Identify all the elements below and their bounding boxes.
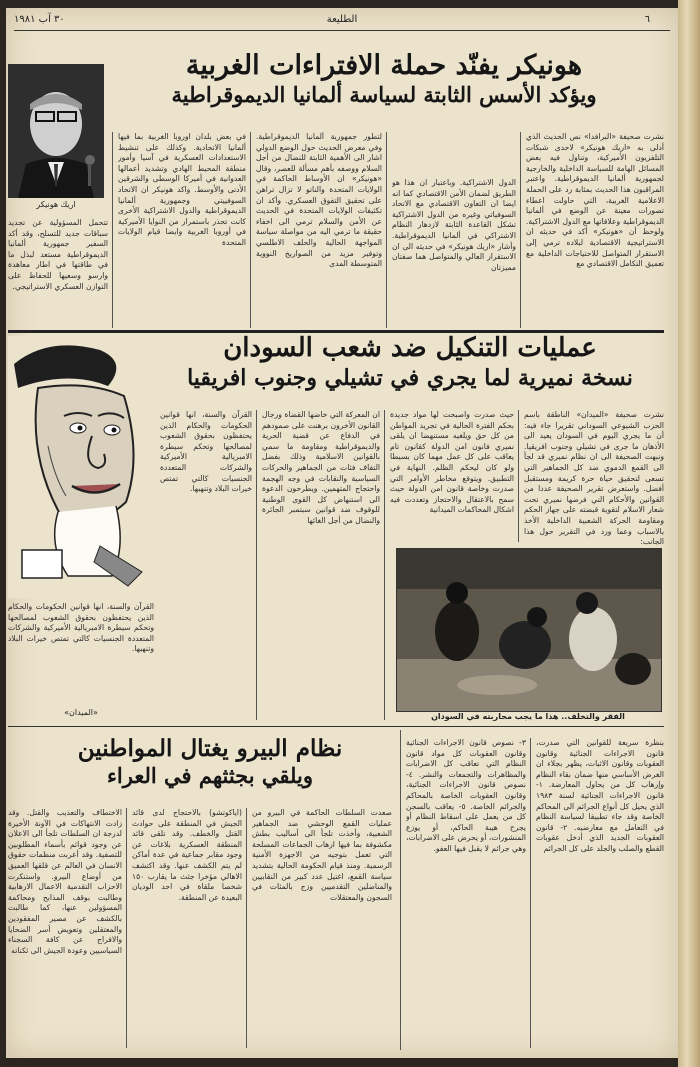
portrait-caption: اريك هونيكر <box>36 200 76 209</box>
running-header <box>14 12 670 31</box>
publication-name: الطليعة <box>326 14 358 25</box>
page-spine <box>678 0 700 1067</box>
article1-headline-sub: ويؤكد الأسس الثابتة لسياسة ألمانيا الديموقراطية <box>171 82 597 108</box>
photo-caption: الفقر والتخلف.. هذا ما يجب محاربته في السودان <box>431 712 625 721</box>
nimeiri-caricature <box>8 336 156 598</box>
section-divider <box>8 726 664 727</box>
article2-signature: «الميدان» <box>64 708 98 717</box>
article1-column-3: لتطور جمهورية ألمانيا الديموقراطية. وفي معرض الحديث حول الوضع الدولي اشار الى الأهمية الثابتة للنضال من أجل السلام ووصفه بأهم مسألة للعصر، وقال «هونيكر» ان الأوساط الحاكمة في الولايات المتحدة والناتو لا تزال تراهن على تحقيق التفوق العسكري. وأكد ان تكثيفات الولايات المتحدة في الحديث عن الأمن والسلام ترمي الى اخفاء حقيقة ما ترمي اليه من مواصلة سياسة المواجهة الحالية والحلف الاطلسي وتوفير مزيد من الصواريخ النووية المتوسطة المدى <box>256 132 382 269</box>
column-rule <box>400 730 401 1050</box>
page-number: ٦ <box>644 14 650 25</box>
sudan-poverty-photo <box>396 548 662 712</box>
article2-headline-main: عمليات التنكيل ضد شعب السودان <box>223 333 597 363</box>
article2-column-1: نشرت صحيفة «الميدان» الناطقة باسم الحزب الشيوعي السوداني تقريرا جاء فيه: أن ما يجري اليوم في السودان يعيد الى الأذهان ما جرى في تشيلي وجنوب افريقيا. ونبهت الصحيفة الى ان نظام نميري قد لجأ الى القمع الدموي ضد كل الجماهير التي تسعى لتحقيق حياة حرة كريمة ومستقبل أفضل. واستعرض تقرير الصحيفة عددا من القوانين والأحكام التي فرضها نميري تحت شعار الاسلام لتقوية قبضته على جهاز الحكم ومقاومة الحركة الشعبية الداخلية الأخذ بالاسباب وعما ورد في التقرير حول هذا الجانب: <box>524 410 664 546</box>
newspaper-page <box>6 8 678 1058</box>
column-rule <box>256 410 257 720</box>
article1-headline <box>110 50 658 107</box>
article3-column-2: (اياكوتشو) بالاحتجاج لدى قائد الجيش في المنطقة على حوادث القتل والخطف. وقد تلقى قائد المنطقة العسكرية بلاغات عن وجود مقابر جماعية في عدة أماكن لم يتم الكشف عنها. وقد اكتشف الاهالي مؤخرا جثث ما يقارب ١٥٠ شخصا ملقاة في احد الوديان البعيدة عن المنطقة. <box>132 808 242 902</box>
article2-column-5: القرآن والسنة، انها قوانين الحكومات والحكام الذين يحتفظون بحقوق الشعوب لمصالحها وتحكم سيطرة الامبريالية الأميركية والشركات المتعددة الجنسيات كالتي تمتص خيرات البلاد وتنهبها. <box>8 602 154 654</box>
article1-column-4: في بعض بلدان اوروبا الغربية بما فيها ألمانيا الاتحادية. وكذلك على تنشيط الاستعدادات العسكرية في آسيا وأمور منطقة المحيط الهادي وتشديد أعمالها العدوانية في أميركا الوسطى والشرقين الأدنى والأوسط. واكد هونيكر ان الاتحاد السوفييتي وجمهورية ألمانيا الديموقراطية والدول الاشتراكية الأخرى كانت تحذر باستمرار من النوايا الأميركية في أوروبا الغربية وايضا قيام الولايات المتحدة <box>118 132 246 247</box>
column-rule <box>518 410 519 542</box>
issue-date: ٣٠ آب ١٩٨١ <box>14 14 65 25</box>
article3-column-1: صعدت السلطات الحاكمة في البيرو من عمليات القمع الوحشي ضد الجماهير الشعبية، وأخذت تلجأ الى أساليب بطش مكشوفة بما فيها ارهاب الجماعات المسلحة التي تعمل بتوجيه من الاجهزة الأمنية الرسمية. ومنذ قيام الحكومة الحالية بتشديد سياسة القمع، اغتيل عدد كبير من النقابيين والمناضلين التقدميين وزج بالمئات في السجون والمعتقلات <box>252 808 392 902</box>
article1-headline-main: هونيكر يفنّد حملة الافتراءات الغربية <box>185 50 583 81</box>
article2-column-6: بنظرة سريعة للقوانين التي صدرت، قانون الاجراءات الجنائية وقانون العقوبات وقانون الاثبات، يظهر بجلاء ان الغرض الأساسي منها ضمان بقاء النظام وإرهاب كل من يحاول المعارضة. ١- قانون الاجراءات الجنائية لسنة ١٩٨٣ الذي يحيل كل أنواع الجرائم الى المحاكم الخاصة وقد جاء تطبيقا لسياسة النظام في التعامل مع معارضيه. ٢- قانون العقوبات الجديد الذي أدخل عقوبات القطع والصلب والجلد على كل الجرائم <box>536 738 664 853</box>
article2-column-3: ان المعركة التي خاضها القضاة ورجال القانون الأخرون برهنت على صمودهم في الدفاع عن قضية الحرية والديموقراطية ومقاومة ما سمي بالقوانين الاسلامية وذلك بفضل التفاف فئات من الجماهير والحركات السياسية والنقابات في وجه الهجمة واحتجاج المتهمين. ويطرحون الدعوة الى استنهاض كل القوى الوطنية للوقوف ضد قوانين سبتمبر الجائرة والنضال من أجل الغائها <box>262 410 380 525</box>
column-rule <box>520 132 521 328</box>
article2-column-2: حيث صدرت واصبحت لها مواد جديدة بحكم الفترة الحالية في تجريد المواطن من كل حق ويلغيه مستنهضا ان يلقى نميري فانون امن الدولة كقانون تام يعاقب على كل عمل مهما كان بسيطا ولو كان ليحكم الظلم. النهاية في التطبيق. ويتوقع مخاطر الأوامر التي صدرت وخاصة قانون امن الدولة حيث سمح بالاعتقال والاحتجاز وتعددت فيه اشكال المحاكمات الميدانية <box>390 410 514 515</box>
honecker-portrait <box>8 64 104 198</box>
article3-headline-main: نظام البيرو يغتال المواطنين <box>77 735 343 762</box>
column-rule <box>386 132 387 328</box>
article2-headline-sub: نسخة نميرية لما يجري في تشيلي وجنوب افريقيا <box>187 364 633 391</box>
column-rule <box>112 132 113 328</box>
article2-headline <box>162 334 658 391</box>
column-rule <box>126 808 127 1048</box>
article1-column-2: الدول الاشتراكية. وباعتبار ان هذا هو الطريق لضمان الأمن الاقتصادي كما انه ايضا ان التعاون الاقتصادي مع الاتحاد السوفياتي وغيره من الدول الاشتراكية تشكل القاعدة الثابتة لازدهار النظام الاشتراكي في ألمانيا الديموقراطية. وأشار «اريك هونيكر» في حديثه الى ان الاستقرار العالي والمتواصل هما صفتان مميزتان <box>392 178 516 272</box>
article2-column-7: ٣- نصوص قانون الاجراءات الجنائية وقانون العقوبات كل مواد قانون النظام التي تعاقب كل الاضرابات والمظاهرات والتجمعات والنشر. ٤- نصوص قانون الاجراءات الجنائية، وقانون العقوبات الخاصة بالمحاكم والجرائم الخاصة. ٥- يعاقب بالسجن كل من يعمل على اسقاط النظام أو يجرح هيبة الحاكم، أو يوزع المنشورات، أو يحرض على الاضرابات، وهي جرائم لا يقبل فيها العفو. <box>406 738 526 853</box>
article1-column-5: تتحمل المسؤولية عن تجديد سباقات جديد للتسلح، وقد أكد السفير جمهورية ألمانيا الديموقراطية مستعد لبذل ما في طاقتها في اطار معاهدة وارسو وسعيها للحفاظ على التوازن العسكري الاستراتيجي. <box>8 218 108 291</box>
column-rule <box>384 410 385 720</box>
article3-headline <box>26 736 394 789</box>
column-rule <box>250 132 251 328</box>
article1-column-1: نشرت صحيفة «البرافدا» نص الحديث الذي أدلى به «اريك هونيكر» لاحدى شبكات التلفزيون الأميركية، وتناول فيه بعض المسائل الهامة للسياسة الداخلية والخارجية لجمهورية ألمانيا الديموقراطية. واعتبر المراقبون هذا الحديث بمثابة رد على الحملة الاعلامية الغربية، التي حاولت اعطاء تصورات معينة عن الوضع في ألمانيا الديموقراطية وعلاقاتها مع الدول الاشتراكية. ولوحظ أن «هونيكر» أكد في حديثه ان الاستراتيجية الاقتصادية لبلاده ترمي إلى الاستقرار المتواصل للاحتياجات الداخلية مع تعميق التكامل الاقتصادي مع <box>526 132 664 269</box>
column-rule <box>246 808 247 1048</box>
article3-headline-sub: ويلقي بجثثهم في العراء <box>107 763 313 789</box>
column-rule <box>530 738 531 1048</box>
article3-column-3: الاختطاف والتعذيب والقتل. وقد زادت الانتهاكات في الآونة الأخيرة لدرجة ان السلطات تلجأ الى الاعلان عن وجود قوائم بأسماء المطلوبين للتصفية. وقد أعربت منظمات حقوق الانسان في العالم عن قلقها العميق من أوضاع البيرو. واستنكرت الاحزاب التقدمية الاعمال الارهابية وطالبت بوقف المذابح ومحاكمة المسؤولين عنها، كما طالبت بالكشف عن مصير المفقودين والمعتقلين وتعويض أسر الضحايا والافراج عن كافة السجناء السياسيين وعودة الجيش الى ثكناته <box>8 808 122 955</box>
article2-column-4: القرآن والسنة، انها قوانين الحكومات والحكام الذين يحتفظون بحقوق الشعوب لمصالحها وتحكم سيطرة الامبريالية الأميركية والشركات المتعددة الجنسيات كالتي تمتص خيرات البلاد وتنهبها. <box>160 410 252 494</box>
